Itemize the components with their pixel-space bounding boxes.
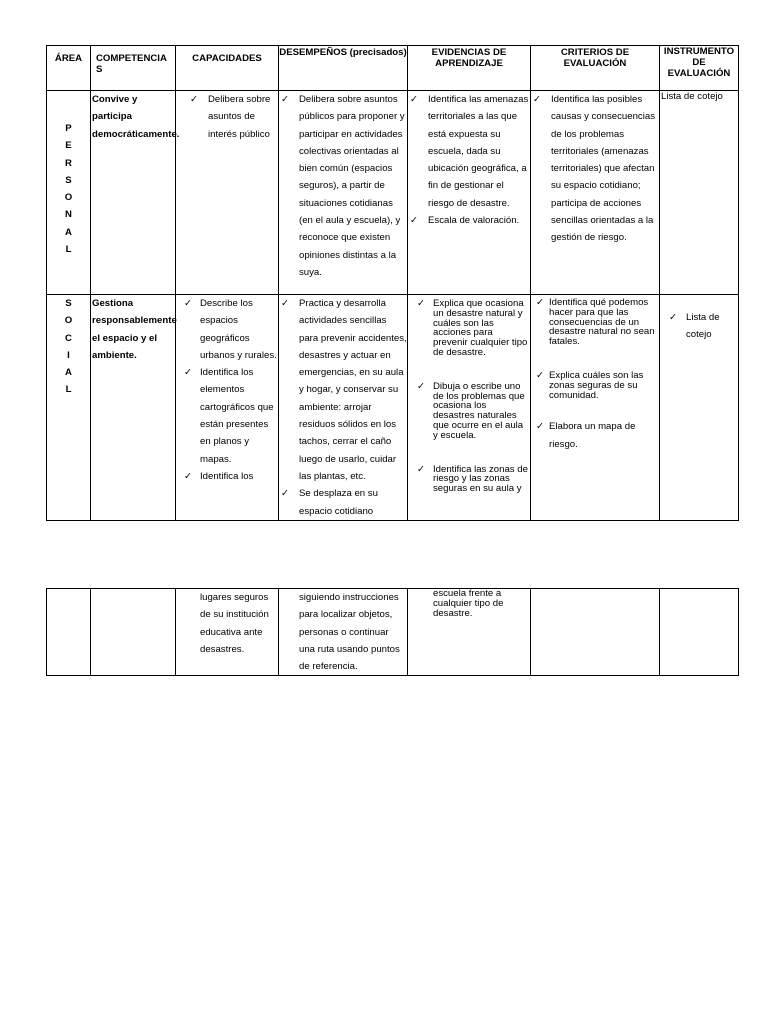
- area-letter: L: [65, 244, 72, 256]
- list-item-continued: escuela frente a cualquier tipo de desastre.: [433, 588, 504, 619]
- check-icon: ✓: [536, 297, 545, 308]
- header-instrumento: INSTRUMENTO DE EVALUACIÓN: [660, 46, 739, 91]
- header-criterios: CRITERIOS DE EVALUACIÓN: [531, 46, 660, 91]
- area-letter: A: [65, 226, 72, 238]
- check-icon: ✓: [184, 470, 193, 482]
- capacidades-cell: [176, 91, 279, 295]
- header-capacidades: CAPACIDADES: [176, 46, 279, 91]
- list-item: ✓ Explica que ocasiona un desastre natural y cuáles son las acciones para prevenir cualquier tipo de desastre.: [417, 298, 528, 358]
- list-item-continued: siguiendo instrucciones para localizar objetos, personas o continuar una ruta usando puntos de referencia.: [299, 592, 400, 673]
- list-item: ✓ Identifica los elementos cartográficos que están presentes en planos y mapas.: [184, 364, 278, 468]
- area-letter: O: [64, 315, 73, 327]
- area-letter: P: [65, 123, 72, 134]
- list-item: ✓ Escala de valoración.: [410, 212, 530, 229]
- check-icon: ✓: [184, 298, 193, 309]
- area-letter: A: [65, 367, 72, 379]
- list-item: ✓ Identifica las zonas de riesgo y las zonas seguras en su aula y: [417, 463, 528, 495]
- area-letter: S: [65, 298, 72, 309]
- competencia-cell: Convive y participa democráticamente.: [91, 91, 176, 295]
- list-item: ✓ Describe los espacios geográficos urbanos y rurales.: [184, 295, 278, 364]
- instrumento-cell: Lista de cotejo: [660, 91, 739, 295]
- check-icon: ✓: [533, 94, 542, 105]
- area-cell: [47, 589, 91, 676]
- desempenos-cell: [279, 91, 408, 295]
- list-item: ✓ Dibuja o escribe uno de los problemas que ocasiona los desastres naturales que ocurre en el aula y escuela.: [417, 380, 525, 441]
- list-item: ✓ Identifica las amenazas territoriales a las que está expuesta su escuela, dada su ubicación geográfica, a fin de gestionar el riesgo de desastre.: [410, 91, 530, 212]
- header-competencia: COMPETENCIA S: [91, 46, 176, 91]
- area-letter: L: [65, 384, 72, 396]
- header-row: [47, 46, 739, 91]
- check-icon: ✓: [410, 94, 419, 105]
- competencia-cell: [91, 589, 176, 676]
- criterios-cell: [531, 295, 660, 521]
- area-letter: E: [65, 140, 72, 152]
- check-icon: ✓: [669, 312, 678, 323]
- list-item: ✓ Explica cuáles son las zonas seguras de su comunidad.: [536, 369, 644, 401]
- check-icon: ✓: [190, 94, 199, 105]
- evidencias-cell: [408, 295, 531, 521]
- check-icon: ✓: [410, 215, 419, 227]
- list-item: ✓ Delibera sobre asuntos públicos para proponer y participar en actividades colectivas orientadas al bien común (espacios seguros), a partir de situaciones cotidianas (en el aula y escuela), y reconoce que existen opiniones distintas a la suya.: [281, 91, 407, 281]
- continuation-table: [46, 588, 739, 676]
- area-cell-personal: [47, 91, 91, 295]
- area-letter: N: [65, 209, 72, 221]
- check-icon: ✓: [281, 94, 290, 105]
- area-cell-social: [47, 295, 91, 521]
- list-item: ✓ Se desplaza en su espacio cotidiano: [281, 485, 407, 520]
- criterios-cell: [531, 91, 660, 295]
- planning-table: [46, 45, 739, 521]
- header-desempenos: DESEMPEÑOS (precisados): [279, 46, 408, 91]
- check-icon: ✓: [417, 463, 426, 475]
- check-icon: ✓: [536, 421, 545, 433]
- list-item: ✓ Lista de cotejo: [669, 309, 738, 344]
- table-row: [47, 589, 739, 676]
- competencia-cell: Gestiona responsablemente el espacio y el ambiente.: [91, 295, 176, 521]
- area-letter: R: [65, 157, 72, 169]
- list-item: ✓ Practica y desarrolla actividades sencillas para prevenir accidentes, desastres y actuar en emergencias, en su aula y hogar, y conservar su ambiente: arrojar residuos sólidos en los tachos, cerrar el caño luego de usarlo, cuidar las plantas, etc.: [281, 295, 407, 485]
- instrumento-cell: [660, 589, 739, 676]
- capacidades-cell: [176, 589, 279, 676]
- check-icon: ✓: [184, 367, 193, 379]
- header-area: ÁREA: [47, 46, 91, 91]
- check-icon: ✓: [417, 380, 426, 392]
- header-evidencias: EVIDENCIAS DE APRENDIZAJE: [408, 46, 531, 91]
- table-row: [47, 91, 739, 295]
- area-letter: O: [64, 192, 73, 204]
- area-letter: I: [67, 349, 70, 361]
- instrumento-cell: [660, 295, 739, 521]
- check-icon: ✓: [536, 369, 545, 381]
- desempenos-cell: [279, 295, 408, 521]
- list-item-continued: lugares seguros de su institución educativa ante desastres.: [200, 592, 269, 655]
- list-item: ✓ Identifica los: [184, 468, 278, 485]
- check-icon: ✓: [281, 298, 290, 309]
- criterios-cell: [531, 589, 660, 676]
- area-letter: S: [65, 174, 72, 186]
- evidencias-cell: [408, 91, 531, 295]
- check-icon: ✓: [281, 488, 290, 500]
- check-icon: ✓: [417, 298, 426, 309]
- area-letter: C: [65, 332, 72, 344]
- list-item: ✓ Identifica qué podemos hacer para que las consecuencias de un desastre natural no sean fatales.: [536, 297, 655, 348]
- list-item: ✓ Delibera sobre asuntos de interés público: [190, 91, 278, 143]
- capacidades-cell: [176, 295, 279, 521]
- desempenos-cell: [279, 589, 408, 676]
- evidencias-cell: [408, 589, 531, 676]
- list-item: ✓ Identifica las posibles causas y consecuencias de los problemas territoriales (amenazas territoriales) que afectan su espacio cotidiano; participa de acciones sencillas orientadas a la gestión de riesgo.: [533, 91, 659, 247]
- list-item: ✓ Elabora un mapa de riesgo.: [536, 418, 659, 453]
- table-row: [47, 295, 739, 521]
